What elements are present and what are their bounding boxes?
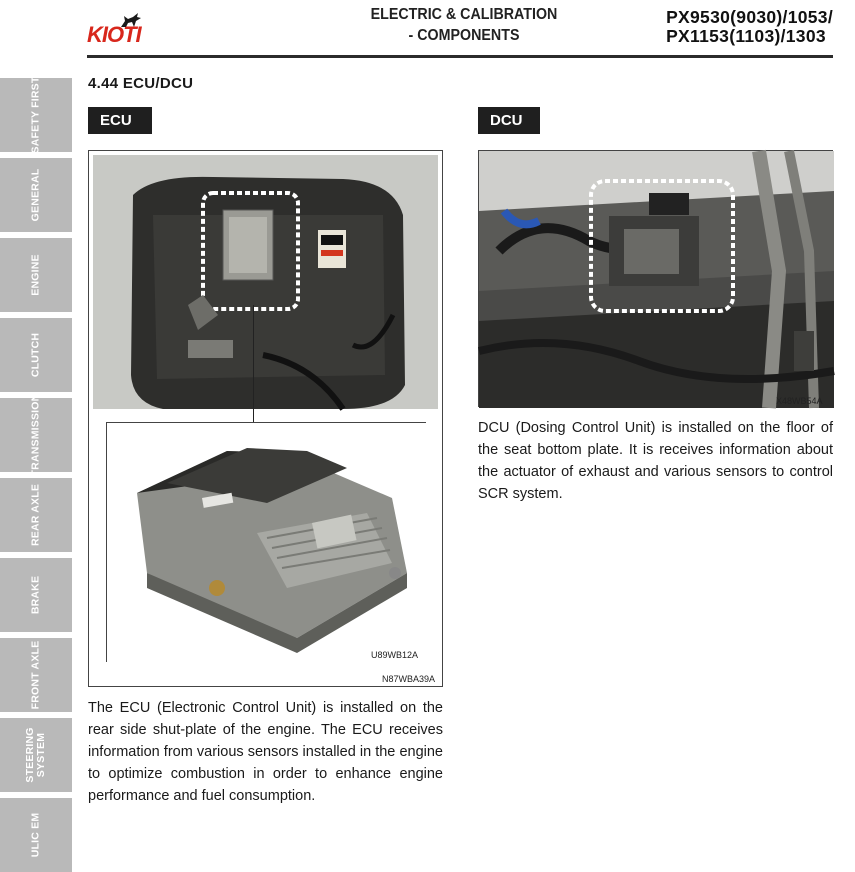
ecu-closeup-photo (107, 423, 427, 663)
tab-label: CLUTCH (29, 332, 42, 378)
logo-text: KIOTI (87, 22, 141, 47)
header-center-line2: - COMPONENTS (408, 27, 520, 44)
tab-label: BRAKE (29, 575, 42, 615)
tab-brake[interactable] (0, 558, 72, 632)
tab-steering-system[interactable] (0, 718, 72, 792)
ecu-figure (88, 150, 443, 687)
tab-front-axle[interactable] (0, 638, 72, 712)
ecu-figure-code: N87WBA39A (382, 674, 436, 684)
inset-figure-code: U89WB12A (371, 650, 419, 660)
tab-transmission[interactable] (0, 393, 72, 477)
tab-safety-first[interactable] (0, 78, 72, 152)
tab-label: GENERAL (29, 168, 42, 222)
tab-hydraulic-system[interactable] (0, 798, 72, 872)
dcu-figure-code: X48WB54A (776, 396, 823, 406)
header-model-line1: PX9530(9030)/1053/ (666, 7, 833, 27)
tab-label: REAR AXLE (29, 483, 42, 547)
tab-rear-axle[interactable] (0, 478, 72, 552)
kioti-logo (87, 12, 147, 46)
header-divider (87, 55, 833, 58)
tab-clutch[interactable] (0, 318, 72, 392)
tab-engine[interactable] (0, 238, 72, 312)
header-center-line1: ELECTRIC & CALIBRATION (370, 6, 558, 23)
section-title: 4.44 ECU/DCU (88, 75, 194, 92)
tab-label: ENGINE (29, 254, 42, 296)
tab-label: ULIC EM (29, 812, 42, 858)
wolf-icon (119, 12, 143, 28)
tab-label: SAFETY FIRST (29, 76, 42, 154)
ecu-description: The ECU (Electronic Control Unit) is installed on the rear side shut-plate of the engine. The ECU receives information from various sensors installed in the engine to optimize combustion in order to enhance engine performance and fuel consumption. (88, 700, 443, 804)
ecu-label: ECU (88, 107, 152, 134)
dcu-location-photo (479, 151, 834, 408)
ecu-location-photo (93, 155, 438, 409)
callout-leader-line (253, 305, 254, 423)
dcu-figure (478, 150, 833, 407)
dcu-description: DCU (Dosing Control Unit) is installed on the floor of the seat bottom plate. It is receives information about the actuator of exhaust and various sensors to control SCR system. (478, 420, 833, 502)
header-model-line2: PX1153(1103)/1303 (666, 26, 826, 46)
tab-label: STEERING SYSTEM (24, 727, 47, 783)
dcu-label: DCU (478, 107, 540, 134)
header-section-title (330, 4, 598, 46)
tab-label: TRANSMISSION (29, 393, 42, 477)
header-model-numbers (666, 8, 833, 46)
tab-general[interactable] (0, 158, 72, 232)
ecu-closeup-inset (106, 422, 426, 662)
tab-label: FRONT AXLE (29, 640, 42, 710)
